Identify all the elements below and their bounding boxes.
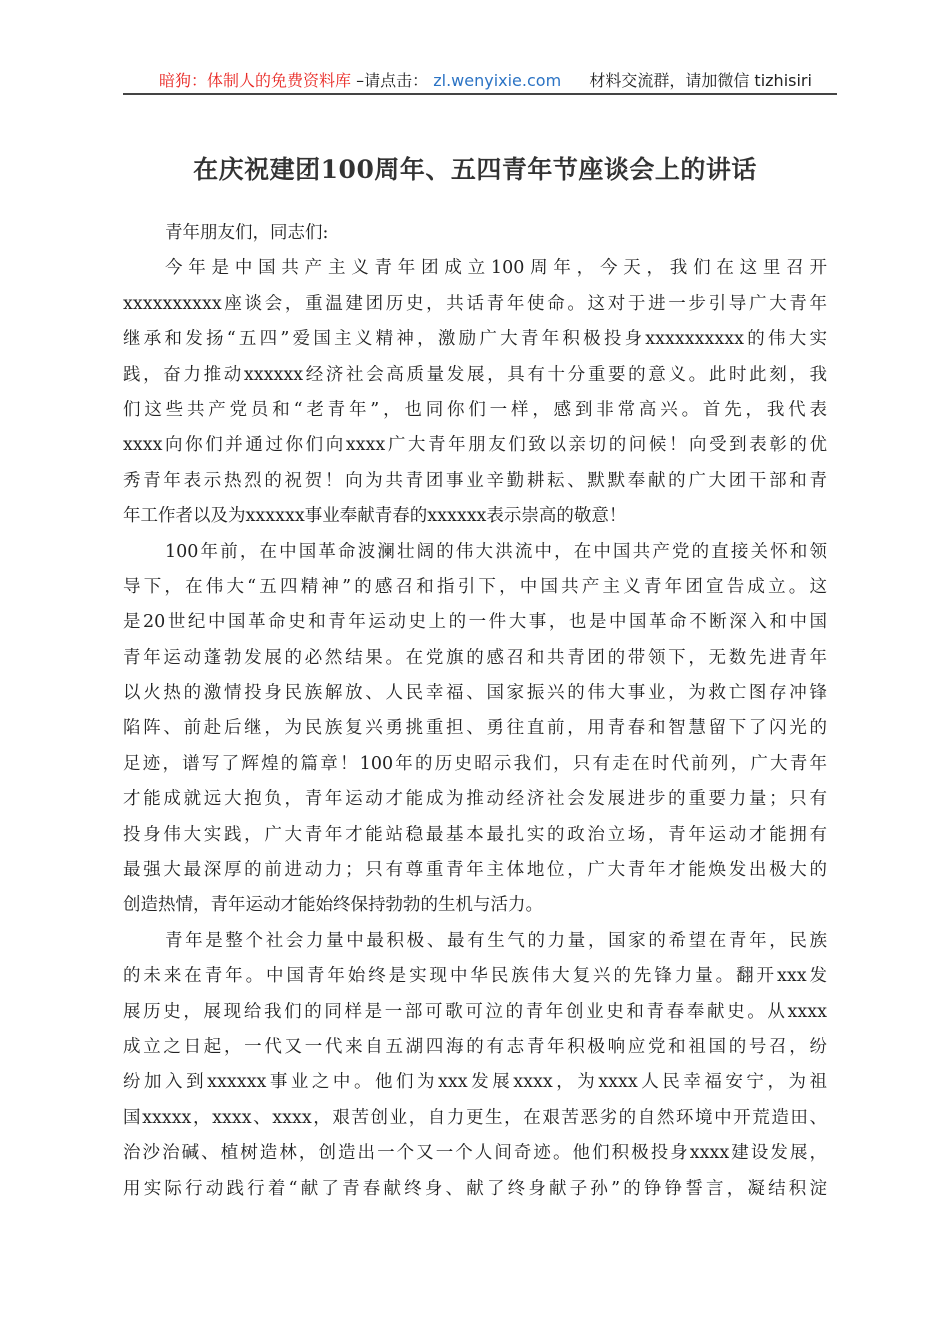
document-title: 在庆祝建团100周年、五四青年节座谈会上的讲话 [193, 155, 757, 184]
click-prompt: –请点击： [356, 71, 429, 90]
text-line: xxxx向你们并通过你们向xxxx广大青年朋友们致以亲切的问候！向受到表彰的优 [123, 435, 827, 456]
text-line: 足迹，谱写了辉煌的篇章！100年的历史昭示我们，只有走在时代前列，广大青年 [123, 753, 827, 774]
text-line: 青年运动蓬勃发展的必然结果。在党旗的感召和共青团的带领下，无数先进青年 [123, 647, 827, 668]
text-line: 投身伟大实践，广大青年才能站稳最基本最扎实的政治立场，青年运动才能拥有 [123, 824, 827, 845]
text-line: 们这些共产党员和“老青年”，也同你们一样，感到非常高兴。首先，我代表 [123, 399, 827, 420]
text-line: 是20世纪中国革命史和青年运动史上的一件大事，也是中国革命不断深入和中国 [123, 612, 827, 633]
text-line: 创造热情，青年运动才能始终保持勃勃的生机与活力。 [123, 895, 543, 916]
text-line: 展历史，展现给我们的同样是一部可歌可泣的青年创业史和青春奉献史。从xxxx [123, 1001, 827, 1022]
text-line: 治沙治碱、植树造林，创造出一个又一个人间奇迹。他们积极投身xxxx建设发展， [123, 1143, 827, 1164]
text-line: 国xxxxx，xxxx、xxxx，艰苦创业，自力更生，在艰苦恶劣的自然环境中开荒造田、 [123, 1107, 827, 1128]
text-line: 青年朋友们，同志们: [165, 223, 329, 243]
text-line: 纷加入到xxxxxx事业之中。他们为xxx发展xxxx，为xxxx人民幸福安宁，为祖 [123, 1072, 827, 1093]
text-line: 青年是整个社会力量中最积极、最有生气的力量，国家的希望在青年，民族 [165, 930, 827, 951]
paragraph [123, 535, 827, 924]
document-body [123, 216, 827, 1207]
paragraph [123, 924, 827, 1207]
text-line: 导下，在伟大“五四精神”的感召和指引下，中国共产主义青年团宣告成立。这 [123, 576, 827, 597]
text-line: 100年前，在中国革命波澜壮阔的伟大洪流中，在中国共产党的直接关怀和领 [165, 541, 827, 562]
text-line: 才能成就远大抱负，青年运动才能成为推动经济社会发展进步的重要力量；只有 [123, 789, 827, 810]
text-line: xxxxxxxxxx座谈会，重温建团历史，共话青年使命。这对于进一步引导广大青年 [123, 293, 827, 314]
text-line: 年工作者以及为xxxxxx事业奉献青春的xxxxxx表示崇高的敬意！ [123, 506, 627, 527]
paragraph [123, 216, 827, 251]
group-note: 材料交流群，请加微信 tizhisiri [589, 71, 812, 90]
page-header [123, 68, 837, 92]
text-line: 今年是中国共产主义青年团成立100周年，今天，我们在这里召开 [165, 258, 827, 279]
text-line: 秀青年表示热烈的祝贺！向为共青团事业辛勤耕耘、默默奉献的广大团干部和青 [123, 470, 827, 491]
text-line: 继承和发扬“五四”爱国主义精神，激励广大青年积极投身xxxxxxxxxx的伟大实 [123, 329, 827, 350]
paragraph [123, 251, 827, 534]
website-link[interactable]: zl.wenyixie.com [433, 71, 562, 90]
header-divider [123, 93, 837, 95]
text-line: 践，奋力推动xxxxxx经济社会高质量发展，具有十分重要的意义。此时此刻，我 [123, 364, 827, 385]
promo-text: 暗狗：体制人的免费资料库 [159, 71, 352, 90]
text-line: 用实际行动践行着“献了青春献终身、献了终身献子孙”的铮铮誓言，凝结积淀 [123, 1178, 827, 1199]
text-line: 成立之日起，一代又一代来自五湖四海的有志青年积极响应党和祖国的号召，纷 [123, 1036, 827, 1057]
text-line: 最强大最深厚的前进动力；只有尊重青年主体地位，广大青年才能焕发出极大的 [123, 860, 827, 881]
text-line: 以火热的激情投身民族解放、人民幸福、国家振兴的伟大事业，为救亡图存冲锋 [123, 683, 827, 704]
text-line: 陷阵、前赴后继，为民族复兴勇挑重担、勇往直前，用青春和智慧留下了闪光的 [123, 718, 827, 739]
text-line: 的未来在青年。中国青年始终是实现中华民族伟大复兴的先锋力量。翻开xxx发 [123, 966, 827, 987]
